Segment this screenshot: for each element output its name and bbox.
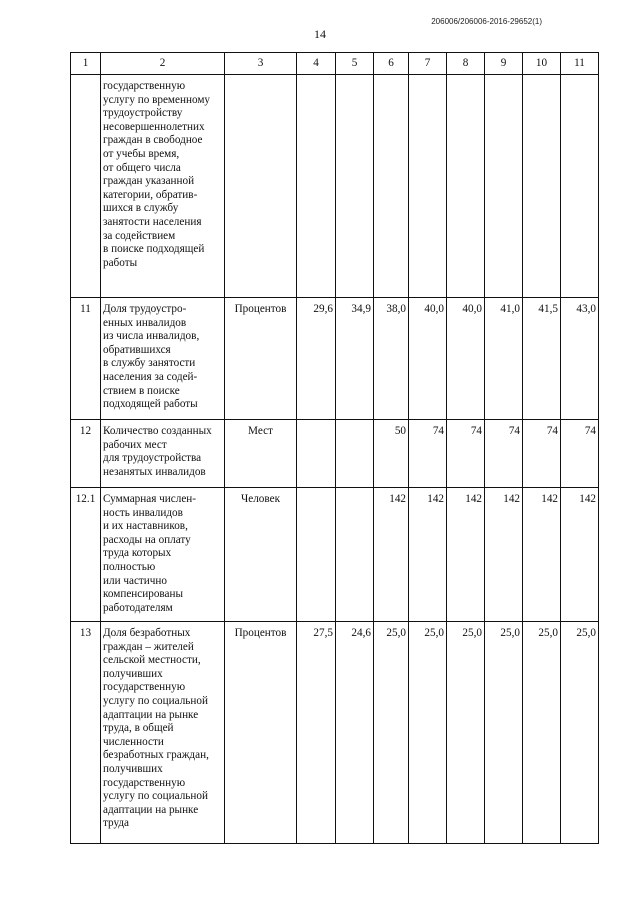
column-header: 10 <box>523 53 561 75</box>
indicators-table <box>70 52 599 844</box>
row-value <box>297 488 336 622</box>
row-value: 142 <box>447 488 485 622</box>
row-value: 74 <box>561 420 599 488</box>
page-number: 14 <box>314 27 326 41</box>
row-number: 12 <box>71 420 101 488</box>
row-unit: Человек <box>225 488 297 622</box>
row-unit: Мест <box>225 420 297 488</box>
row-value <box>409 75 447 298</box>
row-value: 34,9 <box>336 298 374 420</box>
row-unit: Процентов <box>225 622 297 844</box>
table-row <box>71 75 599 298</box>
row-number: 11 <box>71 298 101 420</box>
row-value: 142 <box>374 488 409 622</box>
row-value: 41,0 <box>485 298 523 420</box>
row-value <box>336 75 374 298</box>
row-value <box>297 420 336 488</box>
row-value: 24,6 <box>336 622 374 844</box>
row-value: 142 <box>523 488 561 622</box>
row-value <box>374 75 409 298</box>
row-value <box>336 488 374 622</box>
row-value <box>561 75 599 298</box>
row-value: 25,0 <box>523 622 561 844</box>
row-value: 43,0 <box>561 298 599 420</box>
row-value <box>485 75 523 298</box>
column-header: 2 <box>101 53 225 75</box>
row-value: 40,0 <box>409 298 447 420</box>
document-id: 206006/206006-2016-29652(1) <box>431 17 542 26</box>
row-value <box>336 420 374 488</box>
column-header: 5 <box>336 53 374 75</box>
row-value: 142 <box>561 488 599 622</box>
table-row <box>71 420 599 488</box>
column-header: 7 <box>409 53 447 75</box>
row-value: 38,0 <box>374 298 409 420</box>
row-value <box>447 75 485 298</box>
row-value: 25,0 <box>485 622 523 844</box>
table-row <box>71 298 599 420</box>
column-header: 8 <box>447 53 485 75</box>
row-value: 74 <box>409 420 447 488</box>
row-value: 25,0 <box>561 622 599 844</box>
row-description: Суммарная числен- ность инвалидов и их наставников, расходы на оплату труда которых полностью или частично компенсированы работодателям <box>101 488 225 622</box>
column-header: 3 <box>225 53 297 75</box>
row-description: Доля трудоустро- енных инвалидов из числа инвалидов, обратившихся в службу занятости населения за содей- ствием в поиске подходящей работы <box>101 298 225 420</box>
row-description: Доля безработных граждан – жителей сельской местности, получивших государственную услугу по социальной адаптации на рынке труда, в общей численности безработных граждан, получивших государственную услугу по социальной адаптации на рынке труда <box>101 622 225 844</box>
row-description: Количество созданных рабочих мест для трудоустройства незанятых инвалидов <box>101 420 225 488</box>
row-value: 50 <box>374 420 409 488</box>
table-row <box>71 488 599 622</box>
row-value: 25,0 <box>374 622 409 844</box>
column-header: 4 <box>297 53 336 75</box>
row-value: 142 <box>409 488 447 622</box>
row-value: 142 <box>485 488 523 622</box>
column-header: 11 <box>561 53 599 75</box>
column-header: 6 <box>374 53 409 75</box>
column-header: 9 <box>485 53 523 75</box>
row-unit <box>225 75 297 298</box>
row-number <box>71 75 101 298</box>
row-value: 29,6 <box>297 298 336 420</box>
row-value: 74 <box>523 420 561 488</box>
row-value: 25,0 <box>409 622 447 844</box>
column-header-row <box>71 53 599 75</box>
row-value: 27,5 <box>297 622 336 844</box>
row-value <box>523 75 561 298</box>
column-header: 1 <box>71 53 101 75</box>
row-unit: Процентов <box>225 298 297 420</box>
row-description: государственную услугу по временному трудоустройству несовершеннолетних граждан в свободное от учебы время, от общего числа граждан указанной категории, обратив- шихся в службу занятости населения за содействием в поиске подходящей работы <box>101 75 225 298</box>
row-number: 12.1 <box>71 488 101 622</box>
row-value: 74 <box>447 420 485 488</box>
row-value: 25,0 <box>447 622 485 844</box>
row-number: 13 <box>71 622 101 844</box>
row-value <box>297 75 336 298</box>
row-value: 40,0 <box>447 298 485 420</box>
table-row <box>71 622 599 844</box>
row-value: 74 <box>485 420 523 488</box>
row-value: 41,5 <box>523 298 561 420</box>
